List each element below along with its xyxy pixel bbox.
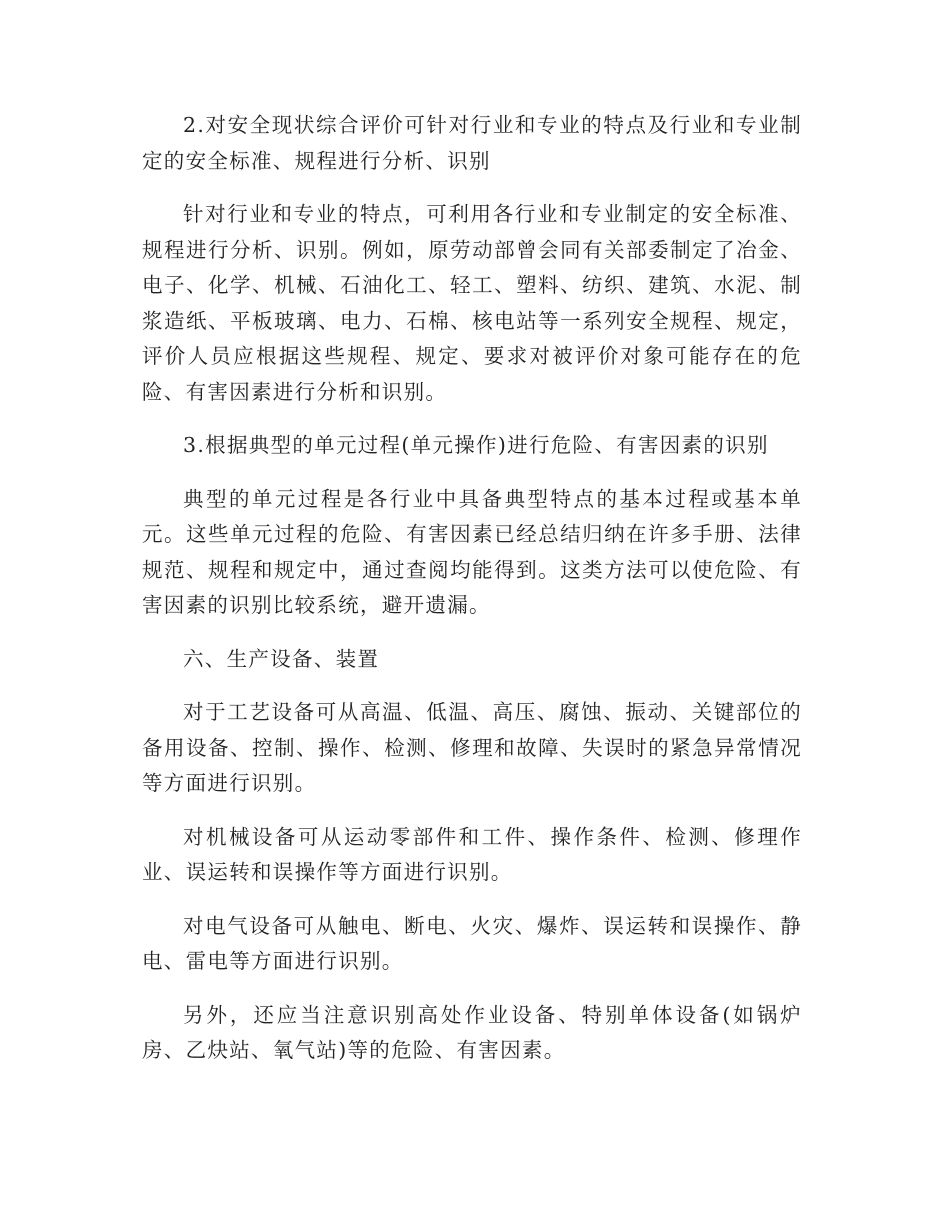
- paragraph: 另外，还应当注意识别高处作业设备、特别单体设备(如锅炉房、乙炔站、氧气站)等的危险、有害因素。: [142, 1002, 802, 1062]
- paragraph-heading-2: 2.对安全现状综合评价可针对行业和专业的特点及行业和专业制定的安全标准、规程进行分析、识别: [142, 113, 802, 173]
- section-heading-6: 六、生产设备、装置: [183, 646, 380, 671]
- document-body: [142, 108, 802, 1087]
- paragraph: 典型的单元过程是各行业中具备典型特点的基本过程或基本单元。这些单元过程的危险、有害因素已经总结归纳在许多手册、法律规范、规程和规定中，通过查阅均能得到。这类方法可以使危险、有害因素的识别比较系统，避开遗漏。: [142, 486, 802, 617]
- paragraph: 对于工艺设备可从高温、低温、高压、腐蚀、振动、关键部位的备用设备、控制、操作、检测、修理和故障、失误时的紧急异常情况等方面进行识别。: [142, 700, 802, 795]
- paragraph: 针对行业和专业的特点，可利用各行业和专业制定的安全标准、规程进行分析、识别。例如，原劳动部曾会同有关部委制定了冶金、电子、化学、机械、石油化工、轻工、塑料、纺织、建筑、水泥、制浆造纸、平板玻璃、电力、石棉、核电站等一系列安全规程、规定，评价人员应根据这些规程、规定、要求对被评价对象可能存在的危险、有害因素进行分析和识别。: [142, 202, 802, 404]
- paragraph: 对电气设备可从触电、断电、火灾、爆炸、误运转和误操作、静电、雷电等方面进行识别。: [142, 913, 802, 973]
- paragraph-heading-3: 3.根据典型的单元过程(单元操作)进行危险、有害因素的识别: [183, 433, 769, 457]
- paragraph: 对机械设备可从运动零部件和工件、操作条件、检测、修理作业、误运转和误操作等方面进行识别。: [142, 824, 802, 884]
